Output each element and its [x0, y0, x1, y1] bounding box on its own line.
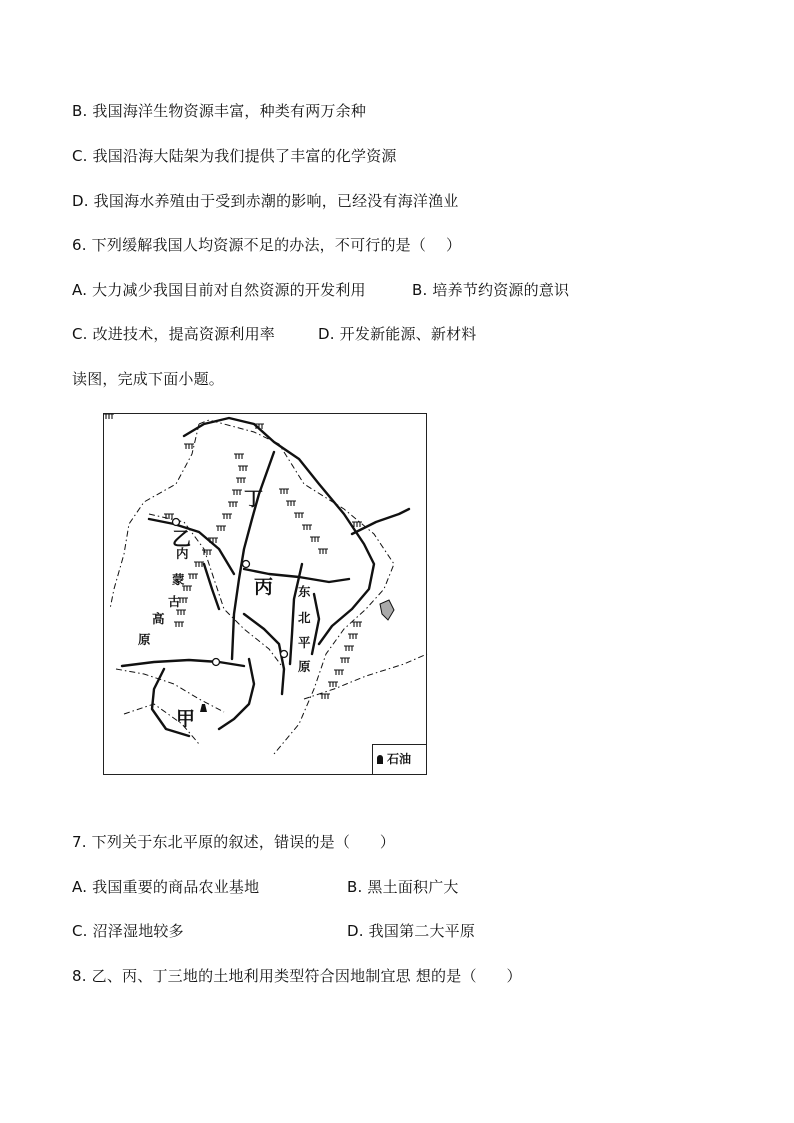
q6-option-b: B. 培养节约资源的意识 [412, 281, 570, 299]
lake-shape [380, 600, 394, 620]
q5-option-b: B. 我国海洋生物资源丰富，种类有两万余种 [72, 102, 367, 120]
label-jia: 甲 [176, 708, 196, 730]
q6-stem: 6. 下列缓解我国人均资源不足的办法，不可行的是（ ） [72, 236, 462, 254]
q7-option-b: B. 黑土面积广大 [347, 878, 459, 896]
label-ding: 丁 [244, 488, 264, 510]
q6-option-d: D. 开发新能源、新材料 [318, 325, 477, 343]
label-gu: 古 [168, 594, 181, 609]
map-legend [372, 744, 426, 774]
label-meng: 蒙 [172, 572, 185, 587]
label-bing: 丙 [254, 576, 274, 598]
oil-icon [200, 704, 207, 712]
q5-option-c: C. 我国沿海大陆架为我们提供了丰富的化学资源 [72, 147, 397, 165]
label-dong: 东 [298, 584, 311, 599]
label-bei: 北 [298, 610, 311, 625]
q8-stem: 8. 乙、丙、丁三地的土地利用类型符合因地制宜思 想的是（ ） [72, 967, 522, 985]
q6-option-a: A. 大力减少我国目前对自然资源的开发利用 [72, 281, 366, 299]
label-nei: 内 [176, 546, 189, 561]
read-map-instruction: 读图，完成下面小题。 [72, 370, 225, 388]
label-yi: 乙 [172, 528, 192, 550]
legend-oil-label: 石油 [387, 752, 412, 766]
q6-option-c: C. 改进技术，提高资源利用率 [72, 325, 276, 343]
q7-option-c: C. 沼泽湿地较多 [72, 922, 184, 940]
label-yuan-plateau: 原 [138, 632, 151, 647]
q7-option-d: D. 我国第二大平原 [347, 922, 476, 940]
label-gao: 高 [152, 611, 165, 626]
q5-option-d: D. 我国海水养殖由于受到赤潮的影响，已经没有海洋渔业 [72, 192, 459, 210]
label-ping: 平 [298, 635, 311, 650]
label-yuan-plain: 原 [298, 659, 311, 674]
northeast-china-map [103, 413, 427, 775]
q7-stem: 7. 下列关于东北平原的叙述，错误的是（ ） [72, 833, 396, 851]
oil-icon [377, 755, 383, 764]
q7-option-a: A. 我国重要的商品农业基地 [72, 878, 260, 896]
